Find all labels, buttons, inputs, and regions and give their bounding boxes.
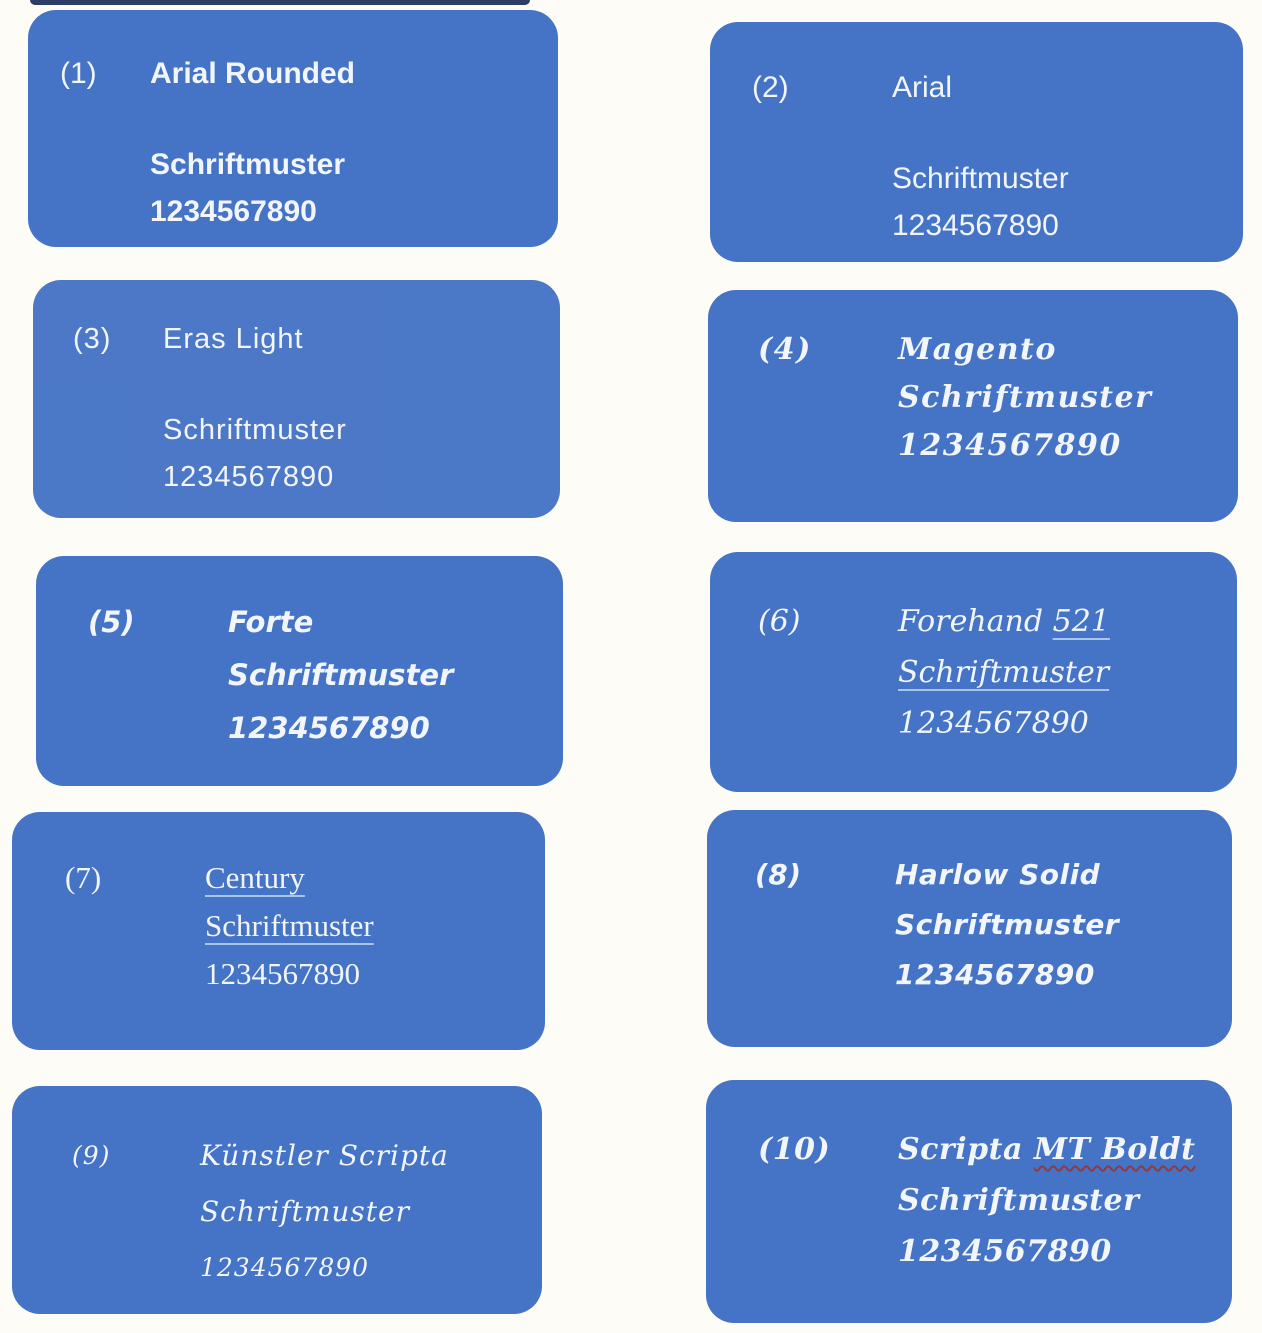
font-name: Harlow Solid <box>895 858 1101 891</box>
sample-text: Schriftmuster <box>892 162 1069 195</box>
sample-digits: 1234567890 <box>205 956 360 991</box>
font-name-underlined: 521 <box>1052 604 1110 639</box>
font-sample-card-5 <box>36 556 563 786</box>
sample-number: (4) <box>758 332 812 367</box>
font-sample-card-9 <box>12 1086 542 1314</box>
font-name: Eras Light <box>163 323 304 355</box>
sample-text: Schriftmuster <box>898 380 1153 415</box>
sample-digits: 1234567890 <box>200 1253 370 1282</box>
font-name: Forte <box>228 605 314 639</box>
font-name-underlined-misspelled: MT Boldt <box>1033 1132 1196 1167</box>
sample-number: (2) <box>752 71 789 104</box>
sample-text: Schriftmuster <box>150 148 346 181</box>
sample-digits: 1234567890 <box>228 711 430 745</box>
spacer <box>163 363 540 407</box>
font-sample-card-6 <box>710 552 1237 792</box>
sample-digits: 1234567890 <box>898 428 1122 463</box>
font-name: Arial Rounded <box>150 57 356 90</box>
font-name: Arial <box>892 71 953 104</box>
font-name <box>898 596 1217 647</box>
font-sample-card-3 <box>33 280 560 518</box>
font-name: Künstler Scripta <box>200 1139 449 1172</box>
font-sample-card-7 <box>12 812 545 1050</box>
font-name-prefix: Forehand <box>898 604 1053 639</box>
sample-number: (7) <box>65 860 102 895</box>
sample-text: Schriftmuster <box>895 908 1120 941</box>
sample-number: (8) <box>755 858 802 891</box>
sample-digits: 1234567890 <box>898 1234 1112 1269</box>
font-sample-card-2 <box>710 22 1243 262</box>
sample-number: (9) <box>72 1141 111 1170</box>
font-name: Century <box>205 860 305 895</box>
sample-text: Schriftmuster <box>898 1183 1140 1218</box>
font-sample-card-4 <box>708 290 1238 522</box>
font-sample-card-1 <box>28 10 558 247</box>
sample-digits: 1234567890 <box>898 706 1089 741</box>
cropped-card-edge <box>30 0 530 5</box>
sample-digits: 1234567890 <box>163 461 335 493</box>
spacer <box>892 111 1223 155</box>
sample-text: Schriftmuster <box>898 655 1110 690</box>
font-sample-card-10 <box>706 1080 1232 1323</box>
font-name-prefix: Scripta <box>898 1132 1034 1167</box>
sample-digits: 1234567890 <box>892 209 1059 242</box>
font-name <box>898 1124 1212 1175</box>
sample-number: (1) <box>60 57 97 90</box>
sample-number: (6) <box>758 604 801 639</box>
sample-number: (10) <box>758 1132 831 1167</box>
sample-digits: 1234567890 <box>895 958 1095 991</box>
sample-digits: 1234567890 <box>150 195 317 228</box>
sample-text: Schriftmuster <box>200 1195 411 1228</box>
spacer <box>150 97 538 141</box>
font-name: Magento <box>898 332 1057 367</box>
sample-number: (3) <box>73 323 112 355</box>
sample-text: Schriftmuster <box>205 908 374 943</box>
sample-number: (5) <box>88 605 135 639</box>
sample-text: Schriftmuster <box>163 414 347 446</box>
sample-text: Schriftmuster <box>228 658 454 692</box>
font-sample-card-8 <box>707 810 1232 1047</box>
